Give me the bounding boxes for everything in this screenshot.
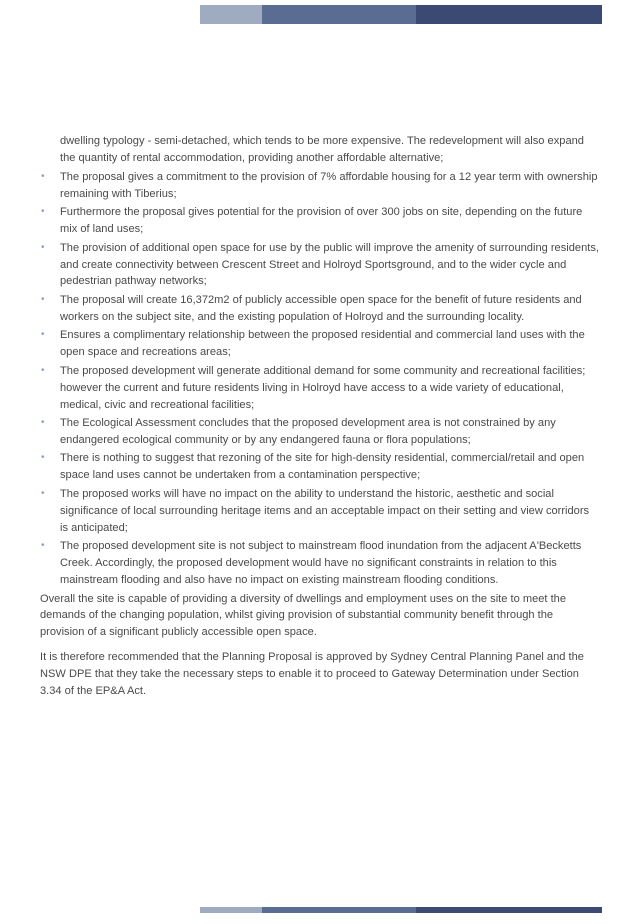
- list-item-text: The proposal will create 16,372m2 of publicly accessible open space for the benefit of future residents and workers on the subject site, and the existing population of Holroyd and the surrounding locality.: [60, 293, 582, 323]
- bullet-dot-icon: •: [41, 364, 45, 376]
- footer-band-dark: [416, 907, 602, 913]
- bullet-dot-icon: •: [41, 206, 45, 218]
- list-item: [40, 169, 600, 203]
- list-item-text: The provision of additional open space for use by the public will improve the amenity of surrounding residents, and create connectivity between Crescent Street and Holroyd Sportsground, and to the wider cycle and pedestrian pathway networks;: [60, 241, 599, 288]
- list-item: [40, 363, 600, 414]
- bullet-dot-icon: •: [41, 329, 45, 341]
- paragraph: It is therefore recommended that the Planning Proposal is approved by Sydney Central Planning Panel and the NSW DPE that they take the necessary steps to enable it to proceed to Gateway Determination under Section 3.34 of the EP&A Act.: [40, 651, 584, 698]
- list-item-text: The proposed development will generate additional demand for some community and recreational facilities; however the current and future residents living in Holroyd have access to a wide variety of educational, medical, civic and recreational facilities;: [60, 364, 586, 411]
- list-item: [40, 415, 600, 449]
- list-item: [40, 486, 600, 537]
- paragraphs: [40, 591, 600, 700]
- document-body: [40, 133, 600, 708]
- footer-band-light: [200, 907, 262, 913]
- bullet-dot-icon: •: [41, 487, 45, 499]
- bullet-dot-icon: •: [41, 241, 45, 253]
- list-item-text: The proposed works will have no impact on the ability to understand the historic, aesthetic and social significance of local surrounding heritage items and an acceptable impact on their setting and view corridors is anticipated;: [60, 487, 590, 534]
- footer-band: [200, 907, 602, 913]
- list-item: [40, 450, 600, 484]
- list-item-text: Ensures a complimentary relationship between the proposed residential and commercial land uses with the open space and recreations areas;: [60, 329, 585, 359]
- bullet-dot-icon: •: [41, 170, 45, 182]
- bullet-dot-icon: •: [41, 293, 45, 305]
- list-item: [40, 292, 600, 326]
- footer-band-mid: [262, 907, 416, 913]
- list-item-text: There is nothing to suggest that rezoning of the site for high-density residential, commercial/retail and open space land uses cannot be undertaken from a contamination perspective;: [60, 452, 585, 482]
- header-band-mid: [262, 5, 416, 24]
- header-band: [200, 5, 602, 24]
- bullet-list: [40, 169, 600, 589]
- bullet-dot-icon: •: [41, 452, 45, 464]
- list-item-text: The proposal gives a commitment to the provision of 7% affordable housing for a 12 year term with ownership remaining with Tiberius;: [60, 170, 598, 200]
- continuation-text: dwelling typology - semi-detached, which tends to be more expensive. The redevelopment will also expand the quantity of rental accommodation, providing another affordable alternative;: [60, 135, 584, 164]
- list-item: [40, 538, 600, 589]
- list-item-text: Furthermore the proposal gives potential for the provision of over 300 jobs on site, depending on the future mix of land uses;: [60, 206, 583, 236]
- list-item: [40, 240, 600, 291]
- list-item: [40, 204, 600, 238]
- bullet-dot-icon: •: [41, 540, 45, 552]
- bullet-dot-icon: •: [41, 417, 45, 429]
- paragraph: Overall the site is capable of providing a diversity of dwellings and employment uses on the site to meet the demands of the changing population, whilst giving provision of substantial community benefit through the provision of a significant publicly accessible open space.: [40, 592, 566, 639]
- list-item: [40, 327, 600, 361]
- list-item-text: The proposed development site is not subject to mainstream flood inundation from the adjacent A'Becketts Creek. Accordingly, the proposed development would have no significant constraints in relation to this mainstream flooding and also have no impact on existing mainstream flooding conditions.: [60, 540, 582, 586]
- header-band-dark: [416, 5, 602, 24]
- list-item-text: The Ecological Assessment concludes that the proposed development area is not constrained by any endangered ecological community or by any endangered fauna or flora populations;: [60, 417, 556, 446]
- header-band-light: [200, 5, 262, 24]
